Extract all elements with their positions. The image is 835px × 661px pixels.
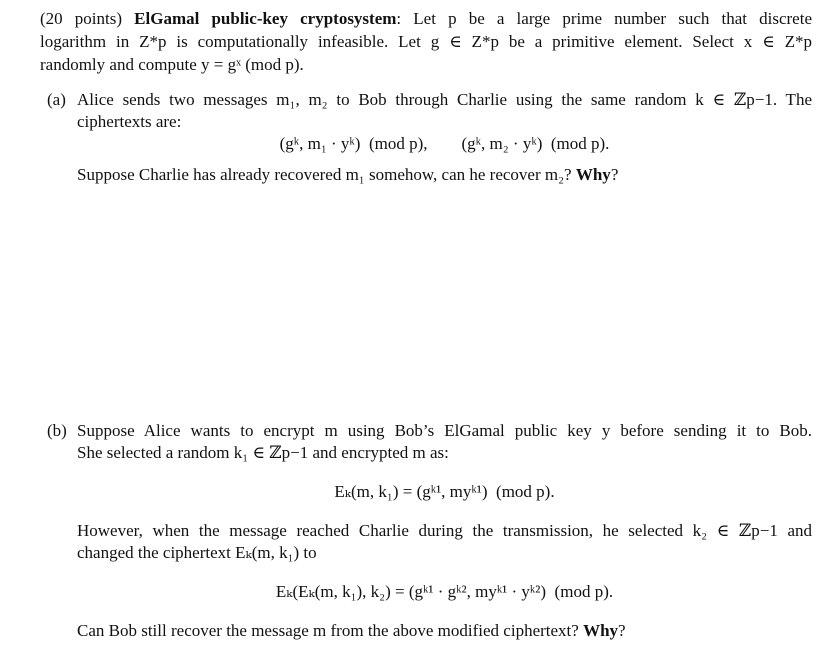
part-a-why: Why	[575, 165, 611, 184]
part-b-label: (b)	[47, 421, 67, 440]
part-b-why: Why	[583, 621, 619, 640]
part-b-line-3: However, when the message reached Charlie during the transmission, he selected k₂ ∈ ℤp−1 and	[77, 521, 812, 540]
part-b-equation-1: Eₖ(m, k₁) = (gᵏ¹, myᵏ¹) (mod p).	[334, 482, 555, 501]
intro-line-1-rest: : Let p be a large prime number such that discrete	[396, 9, 812, 28]
part-b-line-4: changed the ciphertext Eₖ(m, k₁) to	[77, 543, 317, 562]
part-b-line-1: Suppose Alice wants to encrypt m using Bob’s ElGamal public key y before sending it to Bob.	[77, 421, 812, 440]
intro-line-3: randomly and compute y = gˣ (mod p).	[40, 55, 304, 74]
intro-line-1	[40, 8, 812, 30]
part-b-question	[77, 620, 626, 642]
intro-line-2: logarithm in Z*p is computationally infeasible. Let g ∈ Z*p be a primitive element. Select x ∈ Z*p	[40, 32, 812, 51]
part-b-question-mark: ?	[618, 621, 626, 640]
part-a-line-1: Alice sends two messages m₁, m₂ to Bob through Charlie using the same random k ∈ ℤp−1. The	[77, 90, 812, 109]
part-a-label: (a)	[47, 90, 66, 109]
part-a-line-2: ciphertexts are:	[77, 112, 182, 131]
part-a-question-text: Suppose Charlie has already recovered m₁ somehow, can he recover m₂?	[77, 165, 576, 184]
part-a-equation: (gᵏ, m₁ · yᵏ) (mod p), (gᵏ, m₂ · yᵏ) (mod p).	[279, 134, 610, 153]
intro-points: (20 points)	[40, 9, 135, 28]
problem-title: ElGamal public-key cryptosystem	[134, 9, 397, 28]
part-b-equation-2: Eₖ(Eₖ(m, k₁), k₂) = (gᵏ¹ · gᵏ², myᵏ¹ · yᵏ²) (mod p).	[275, 582, 614, 601]
part-b-line-2: She selected a random k₁ ∈ ℤp−1 and encrypted m as:	[77, 443, 449, 462]
part-a-question-mark: ?	[610, 165, 619, 184]
part-a-question	[77, 164, 618, 186]
part-b-question-text: Can Bob still recover the message m from the above modified ciphertext?	[77, 621, 584, 640]
